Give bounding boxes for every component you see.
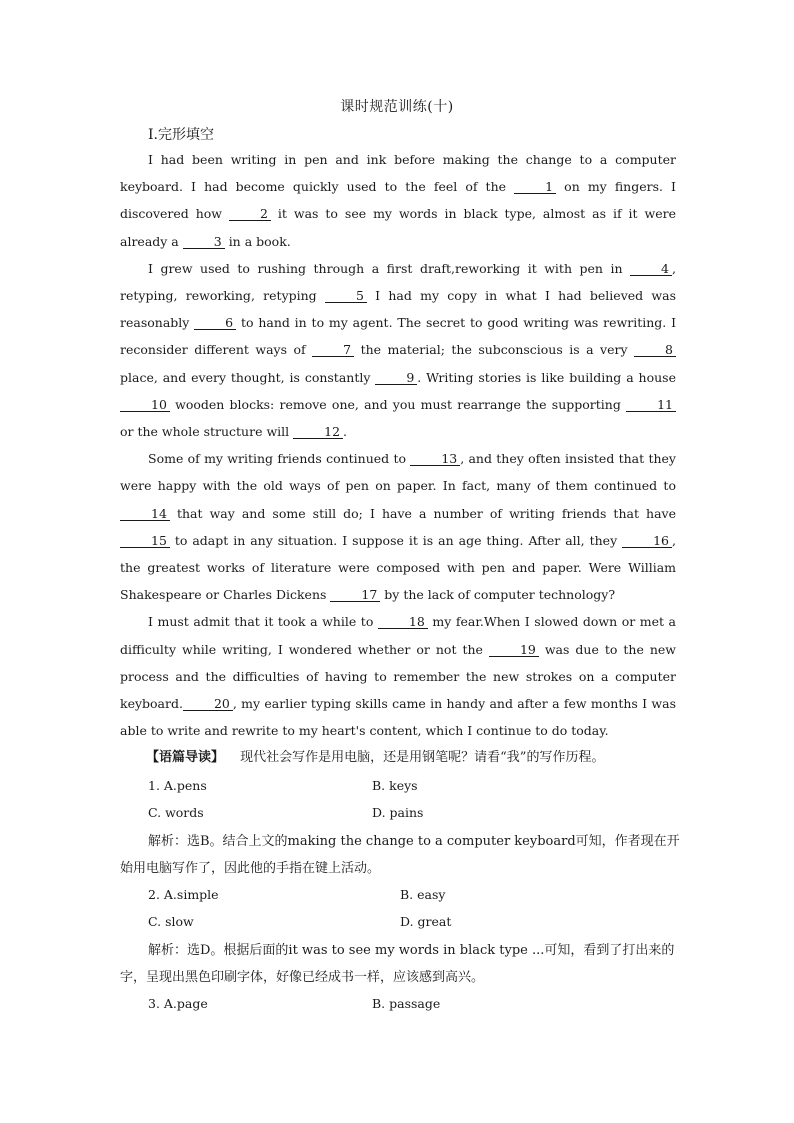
passage-text: by the lack of computer technology? — [384, 587, 616, 603]
passage-text: the material; the subconscious is a very — [360, 342, 628, 358]
passage-text: place, and every thought, is constantly — [120, 369, 371, 385]
q1-analysis: 解析：选B。结合上文的making the change to a computer keyboard可知，作者现在开始用电脑写作了，因此他的手指在键上活动。 — [120, 834, 680, 876]
blank-14[interactable]: 14 — [120, 507, 170, 521]
q2-option-a[interactable]: 2. A.simple — [148, 887, 219, 902]
section-heading: Ⅰ.完形填空 — [148, 127, 214, 143]
blank-17[interactable]: 17 — [330, 588, 380, 602]
passage-text: was due to the new process and the difficulties of having to remember the new strokes on a computer keyboard. — [120, 641, 676, 712]
passage-text: my fear.When I slowed down or met a difficulty while writing, I wondered whether or not the — [120, 614, 677, 657]
blank-15[interactable]: 15 — [120, 534, 170, 548]
q2-option-c[interactable]: C. slow — [148, 914, 194, 929]
passage-text: I must admit that it took a while to — [148, 614, 374, 630]
blank-1[interactable]: 1 — [514, 180, 556, 194]
passage-paragraph-3 — [120, 445, 676, 608]
passage-paragraph-1 — [120, 146, 676, 255]
passage-text: to adapt in any situation. I suppose it is an age thing. After all, they — [174, 532, 618, 548]
passage-text: it was to see my words in black type, almost as if it were already a — [120, 206, 676, 249]
blank-3[interactable]: 3 — [183, 235, 225, 249]
page-title: 课时规范训练(十) — [340, 99, 454, 115]
q1-option-c[interactable]: C. words — [148, 805, 204, 820]
q3-option-b[interactable]: B. passage — [372, 996, 441, 1011]
blank-13[interactable]: 13 — [410, 452, 460, 466]
q1-option-d[interactable]: D. pains — [372, 805, 424, 820]
blank-7[interactable]: 7 — [312, 343, 354, 357]
blank-2[interactable]: 2 — [229, 207, 271, 221]
reading-guide — [146, 746, 604, 765]
q1-option-a[interactable]: 1. A.pens — [148, 778, 207, 793]
passage-text: Some of my writing friends continued to — [148, 451, 407, 467]
q2-option-d[interactable]: D. great — [400, 914, 452, 929]
passage-text: wooden blocks: remove one, and you must rearrange the supporting — [175, 396, 621, 412]
passage-text: . — [343, 424, 348, 440]
blank-12[interactable]: 12 — [293, 425, 343, 439]
blank-18[interactable]: 18 — [378, 615, 428, 629]
passage-text: in a book. — [228, 233, 291, 249]
passage-text: I grew used to rushing through a first draft,reworking it with pen in — [148, 260, 623, 276]
passage-text: to hand in to my agent. The secret to good writing was rewriting. I reconsider different ways of — [120, 315, 677, 358]
blank-6[interactable]: 6 — [194, 316, 236, 330]
passage-text: I had my copy in what I had believed was reasonably — [120, 288, 676, 331]
q3-option-a[interactable]: 3. A.page — [148, 996, 208, 1011]
passage-text: . Writing stories is like building a house — [417, 369, 676, 385]
passage-text: I had been writing in pen and ink before making the change to a computer keyboard. I had become quickly used to the feel of the — [120, 152, 676, 195]
passage-text: , the greatest works of literature were composed with pen and paper. Were William Shakespeare or Charles Dickens — [120, 532, 676, 603]
passage-text: , and they often insisted that they were happy with the old ways of pen on paper. In fact, many of them continued to — [120, 451, 676, 494]
passage-text: , retyping, reworking, retyping — [120, 260, 676, 304]
blank-19[interactable]: 19 — [489, 643, 539, 657]
passage-text: or the whole structure will — [120, 424, 290, 440]
guide-label: 【语篇导读】 — [146, 750, 225, 765]
blank-5[interactable]: 5 — [325, 289, 367, 303]
q2-option-b[interactable]: B. easy — [400, 887, 446, 902]
passage-text: that way and some still do; I have a number of writing friends that have — [176, 505, 676, 521]
q1-option-b[interactable]: B. keys — [372, 778, 418, 793]
q2-analysis: 解析：选D。根据后面的it was to see my words in black type ...可知，看到了打出来的字，呈现出黑色印刷字体，好像已经成书一样，应该感到高兴。 — [120, 943, 675, 985]
blank-4[interactable]: 4 — [630, 262, 672, 276]
blank-11[interactable]: 11 — [626, 398, 676, 412]
blank-8[interactable]: 8 — [634, 343, 676, 357]
cloze-passage — [120, 146, 676, 744]
guide-text: 现代社会写作是用电脑，还是用钢笔呢？请看“我”的写作历程。 — [240, 750, 605, 765]
blank-20[interactable]: 20 — [183, 697, 233, 711]
passage-text: on my fingers. I discovered how — [120, 179, 676, 222]
passage-paragraph-2 — [120, 255, 676, 445]
blank-16[interactable]: 16 — [622, 534, 672, 548]
blank-9[interactable]: 9 — [375, 371, 417, 385]
passage-paragraph-4 — [120, 608, 676, 744]
blank-10[interactable]: 10 — [120, 398, 170, 412]
passage-text: , my earlier typing skills came in handy and after a few months I was able to write and rewrite to my heart's content, which I continue to do today. — [120, 696, 676, 739]
